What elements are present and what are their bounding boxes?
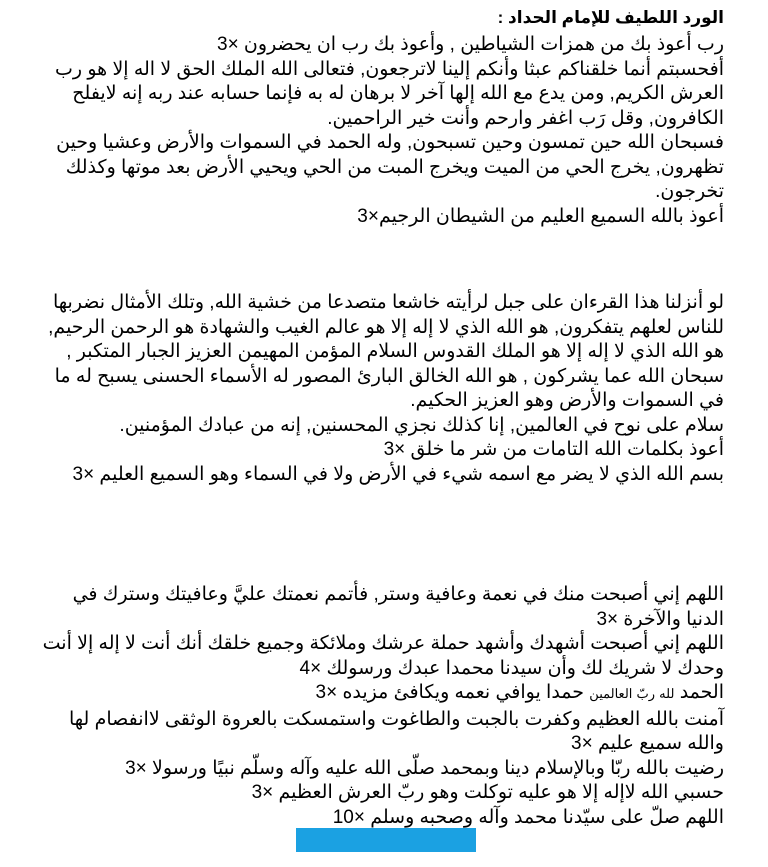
paragraph: بسم الله الذي لا يضر مع اسمه شيء في الأرض ولا في السماء وهو السميع العليم ×3 — [72, 463, 724, 485]
hamd-start: الحمد — [674, 682, 724, 703]
selection-highlight — [296, 828, 476, 852]
paragraph: أفحسبتم أنما خلقناكم عبثا وأنكم إلينا لاترجعون, فتعالى الله الملك الحق لا اله إلا هو رب العرش الكريم, ومن يدع مع الله إلها آخر لا برهان له به فإنما حسابه عند ربه إنه لايفلح الكافرون, وقل رَب اغفر وارحم وأنت خير الراحمين. — [54, 58, 724, 129]
section-hashr-verses — [34, 291, 724, 487]
paragraph: لو أنزلنا هذا القرءان على جبل لرأيته خاشعا متصدعا من خشية الله, وتلك الأمثال نضربها للناس لعلهم يتفكرون, هو الله الذي لا إله إلا هو عالم الغيب والشهادة هو الرحمن الرحيم, هو الله الذي لا إله إلا هو الملك القدوس السلام المؤمن المهيمن العزيز الجبار المتكبر , سبحان الله عما يشركون , هو الله الخالق البارئ المصور له الأسماء الحسنى يسبح له ما في السموات والأرض وهو العزيز الحكيم. — [48, 292, 724, 411]
paragraph: سلام على نوح في العالمين, إنا كذلك نجزي المحسنين, إنه من عبادك المؤمنين. — [119, 414, 724, 436]
section-morning-supplications — [34, 583, 724, 830]
paragraph-hamd — [34, 681, 724, 708]
paragraph: أعوذ بالله السميع العليم من الشيطان الرجيم×3 — [357, 205, 724, 227]
paragraph: اللهم صلّ على سيّدنا محمد وآله وصحبه وسلم ×10 — [332, 806, 724, 828]
paragraph: أعوذ بكلمات الله التامات من شر ما خلق ×3 — [383, 439, 724, 460]
paragraph: فسبحان الله حين تمسون وحين تسبحون, وله الحمد في السموات والأرض وعشيا وحين تظهرون, يخرج الحي من الميت ويخرج المبت من الحي ويحيي الأرض بعد موتها وكذلك تخرجون. — [56, 132, 724, 202]
hamd-end: حمدا يوافي نعمه ويكافئ مزيده ×3 — [315, 682, 590, 703]
paragraph: رب أعوذ بك من همزات الشياطين , وأعوذ بك رب ان يحضرون ×3 — [216, 34, 724, 55]
paragraph: رضيت بالله ربّا وبالإسلام دينا وبمحمد صلّى الله عليه وآله وسلّم نبيًا ورسولا ×3 — [125, 757, 724, 779]
paragraph: حسبي الله لاإله إلا هو عليه توكلت وهو ربّ العرش العظيم ×3 — [251, 782, 724, 803]
hamd-small-run: لله ربّ العالمين — [589, 687, 675, 702]
paragraph: اللهم إني أصبحت منك في نعمة وعافية وستر, فأتمم نعمتك عليَّ وعافيتك وسترك في الدنيا والآخرة ×3 — [72, 584, 724, 630]
section-protection-verses — [34, 33, 724, 229]
document-title: الورد اللطيف للإمام الحداد : — [497, 8, 724, 27]
paragraph: اللهم إني أصبحت أشهدك وأشهد حملة عرشك وملائكة وجميع خلقك أنك أنت لا إله إلا أنت وحدك لا شريك لك وأن سيدنا محمدا عبدك ورسولك ×4 — [42, 633, 724, 679]
paragraph: آمنت بالله العظيم وكفرت بالجبت والطاغوت واستمسكت بالعروة الوثقى لاانفصام لها والله سميع عليم ×3 — [69, 708, 724, 754]
